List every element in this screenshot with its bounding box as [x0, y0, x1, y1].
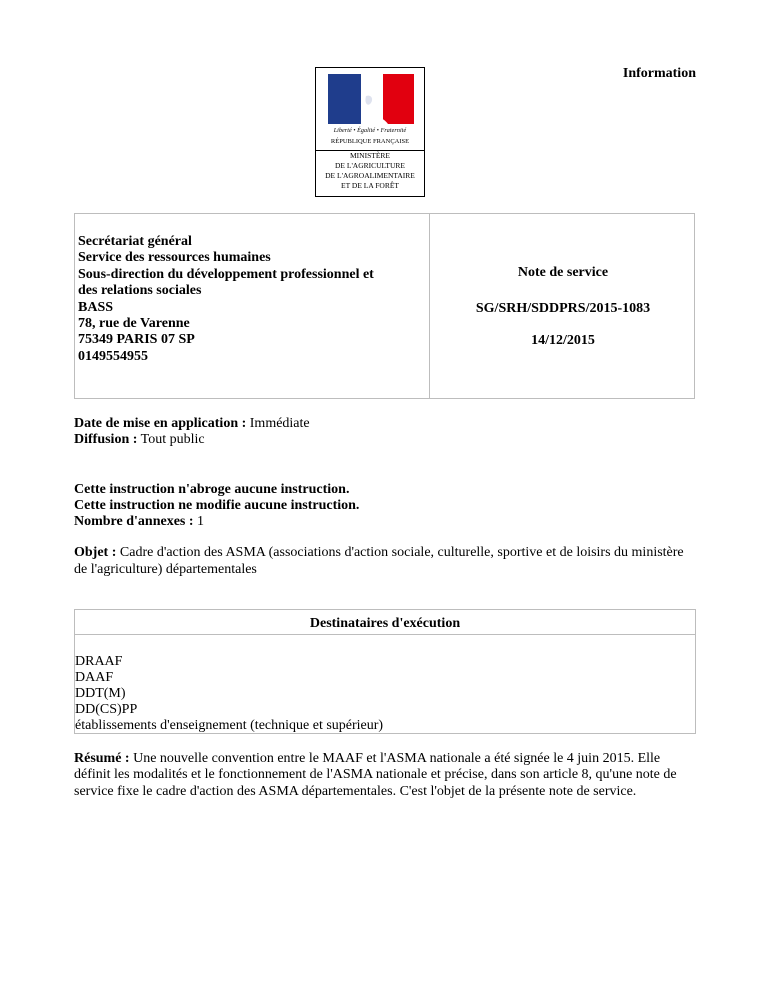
sender-line: Secrétariat général [78, 234, 192, 249]
application-label: Date de mise en application : [74, 416, 247, 431]
header-table [74, 213, 695, 399]
resume-label: Résumé : [74, 751, 130, 766]
list-item: DAAF [75, 670, 114, 685]
annexes-line [74, 514, 204, 530]
annexes-value: 1 [197, 514, 205, 529]
list-item: DRAAF [75, 654, 123, 669]
diffusion-label: Diffusion : [74, 432, 138, 447]
sender-line: des relations sociales [78, 283, 202, 299]
destinataires-title: Destinataires d'exécution [75, 610, 695, 635]
sender-line: 78, rue de Varenne [78, 316, 190, 332]
objet-value: Cadre d'action des ASMA (associations d'action sociale, culturelle, sportive et de loisirs du ministère de l'agriculture) départementales [74, 545, 684, 577]
abroge-line: Cette instruction n'abroge aucune instruction. [74, 482, 350, 497]
resume-paragraph [74, 751, 700, 800]
sender-line: BASS [78, 299, 114, 315]
document-type-label: Information [622, 66, 696, 81]
logo-devise: Liberté • Égalité • Fraternité [333, 128, 407, 134]
sender-block [78, 234, 423, 365]
marianne-flag-icon [326, 72, 416, 126]
application-value: Immédiate [249, 416, 310, 431]
diffusion-line [74, 432, 205, 448]
list-item: DDT(M) [75, 686, 126, 701]
sender-line: 0149554955 [78, 348, 148, 364]
ministry-logo [315, 67, 425, 197]
modifie-line: Cette instruction ne modifie aucune instruction. [74, 498, 360, 513]
diffusion-value: Tout public [140, 432, 205, 447]
sender-line: Service des ressources humaines [78, 250, 271, 266]
application-line [74, 416, 310, 432]
note-date: 14/12/2015 [531, 333, 595, 348]
list-item: établissements d'enseignement (technique et supérieur) [75, 718, 384, 733]
note-reference: SG/SRH/SDDPRS/2015-1083 [475, 301, 651, 316]
sender-line: Sous-direction du développement professionnel et [78, 266, 374, 282]
logo-republique: RÉPUBLIQUE FRANÇAISE [330, 138, 410, 145]
annexes-label: Nombre d'annexes : [74, 514, 194, 529]
list-item: DD(CS)PP [75, 702, 138, 717]
logo-ministere: MINISTÈRE DE L'AGRICULTURE DE L'AGROALIMENTAIRE ET DE LA FORÊT [325, 151, 415, 190]
objet-label: Objet : [74, 545, 117, 560]
resume-value: Une nouvelle convention entre le MAAF et l'ASMA nationale a été signée le 4 juin 2015. Elle définit les modalités et le fonctionnement de l'ASMA nationale et précise, dans son article 8, qu'une note de service fixe le cadre d'action des ASMA départementales. C'est l'objet de la présente note de service. [74, 751, 677, 799]
note-type: Note de service [517, 265, 609, 280]
objet-paragraph [74, 544, 696, 578]
sender-line: 75349 PARIS 07 SP [78, 332, 195, 348]
destinataires-list [75, 654, 383, 734]
destinataires-table [74, 609, 696, 734]
